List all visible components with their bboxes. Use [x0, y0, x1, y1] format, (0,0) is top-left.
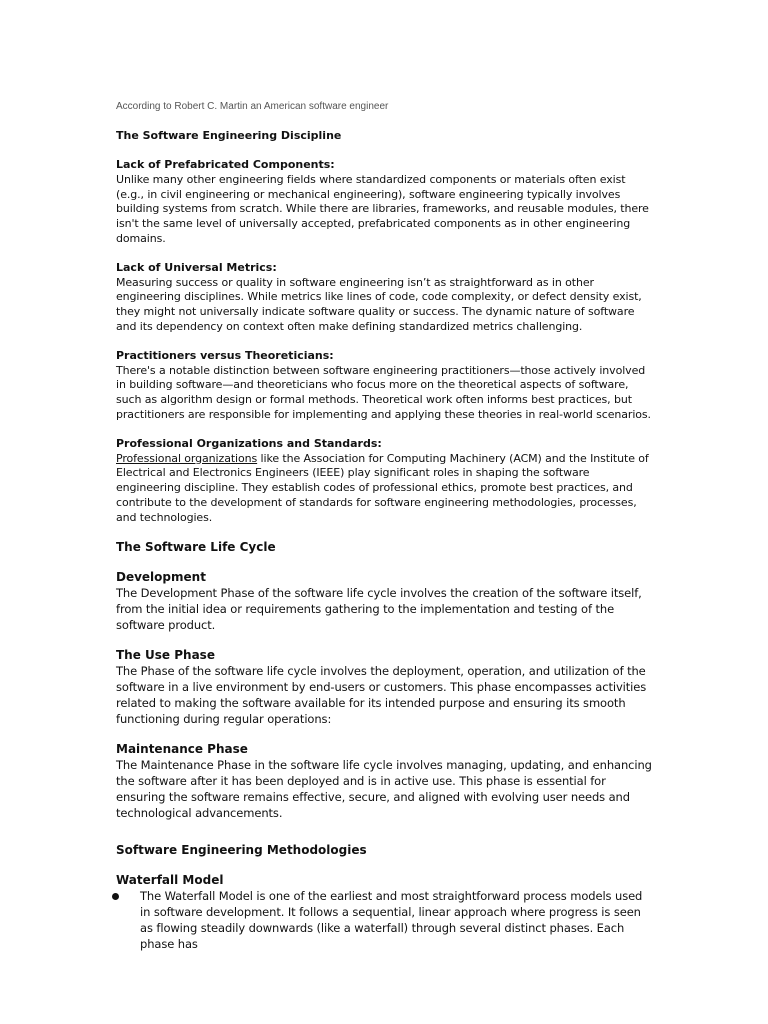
section-body: The Maintenance Phase in the software life cycle involves managing, updating, and enhancing the software after it has been deployed and is in active use. This phase is essential for ensuring the software remains effective, secure, and aligned with evolving user needs and technological advancements. — [116, 757, 652, 820]
list-item-text: The Waterfall Model is one of the earliest and most straightforward process models used in software development. It follows a sequential, linear approach where progress is seen as flowing steadily downwards (like a waterfall) through several distinct phases. Each phase has — [140, 888, 643, 951]
section-body-text: like the Association for Computing Machinery (ACM) and the Institute of Electrical and Electronics Engineers (IEEE) play significant roles in shaping the software engineering discipline. They establish codes of professional ethics, promote best practices, and contribute to the development of standards for software engineering methodologies, processes, and technologies. — [116, 451, 649, 524]
section-body: The Phase of the software life cycle involves the deployment, operation, and utilization of the software in a live environment by end-users or customers. This phase encompasses activities related to making the software available for its intended purpose and ensuring its smooth functioning during regular operations: — [116, 663, 647, 726]
section-use-phase — [116, 647, 656, 727]
section-heading: Development — [116, 569, 206, 584]
section-heading: Lack of Universal Metrics: — [116, 260, 277, 274]
section-maintenance — [116, 741, 656, 821]
section-organizations — [116, 437, 656, 526]
section-development — [116, 569, 656, 633]
section-heading: Lack of Prefabricated Components: — [116, 158, 335, 171]
spacer — [116, 835, 656, 843]
section-body — [116, 452, 656, 526]
professional-organizations-link[interactable]: Professional organizations — [116, 451, 258, 465]
section-practitioners — [116, 349, 656, 423]
intro-line: According to Robert C. Martin an American software engineer — [116, 101, 389, 112]
lifecycle-title: The Software Life Cycle — [116, 539, 276, 554]
section-heading: Maintenance Phase — [116, 741, 248, 756]
section-body: There's a notable distinction between software engineering practitioners—those actively involved in building software—and theoreticians who focus more on the theoretical aspects of software, such as algorithm design or formal methods. Theoretical work often informs best practices, but practitioners are responsible for implementing and applying these theories in real-world scenarios. — [116, 363, 651, 421]
section-heading: The Use Phase — [116, 647, 215, 662]
section-heading: Practitioners versus Theoreticians: — [116, 348, 334, 362]
list-item — [112, 888, 656, 952]
bullet-icon — [112, 893, 119, 900]
section-metrics — [116, 261, 656, 335]
document-page — [116, 100, 656, 966]
section-body: The Development Phase of the software life cycle involves the creation of the software itself, from the initial idea or requirements gathering to the implementation and testing of the software product. — [116, 585, 642, 632]
methodologies-title: Software Engineering Methodologies — [116, 842, 367, 857]
section-heading: Waterfall Model — [116, 872, 224, 887]
section-waterfall — [116, 872, 656, 952]
section-prefabricated — [116, 158, 656, 247]
section-heading: Professional Organizations and Standards: — [116, 436, 382, 450]
section-body: Measuring success or quality in software engineering isn’t as straightforward as in other engineering disciplines. While metrics like lines of code, code complexity, or defect density exist, they might not universally indicate software quality or success. The dynamic nature of software and its dependency on context often make defining standardized metrics challenging. — [116, 275, 642, 333]
section-body: Unlike many other engineering fields where standardized components or materials often exist (e.g., in civil engineering or mechanical engineering), software engineering typically involves building systems from scratch. While there are libraries, frameworks, and reusable modules, there isn't the same level of universally accepted, prefabricated components as in other engineering domains. — [116, 172, 649, 245]
discipline-title: The Software Engineering Discipline — [116, 129, 342, 142]
